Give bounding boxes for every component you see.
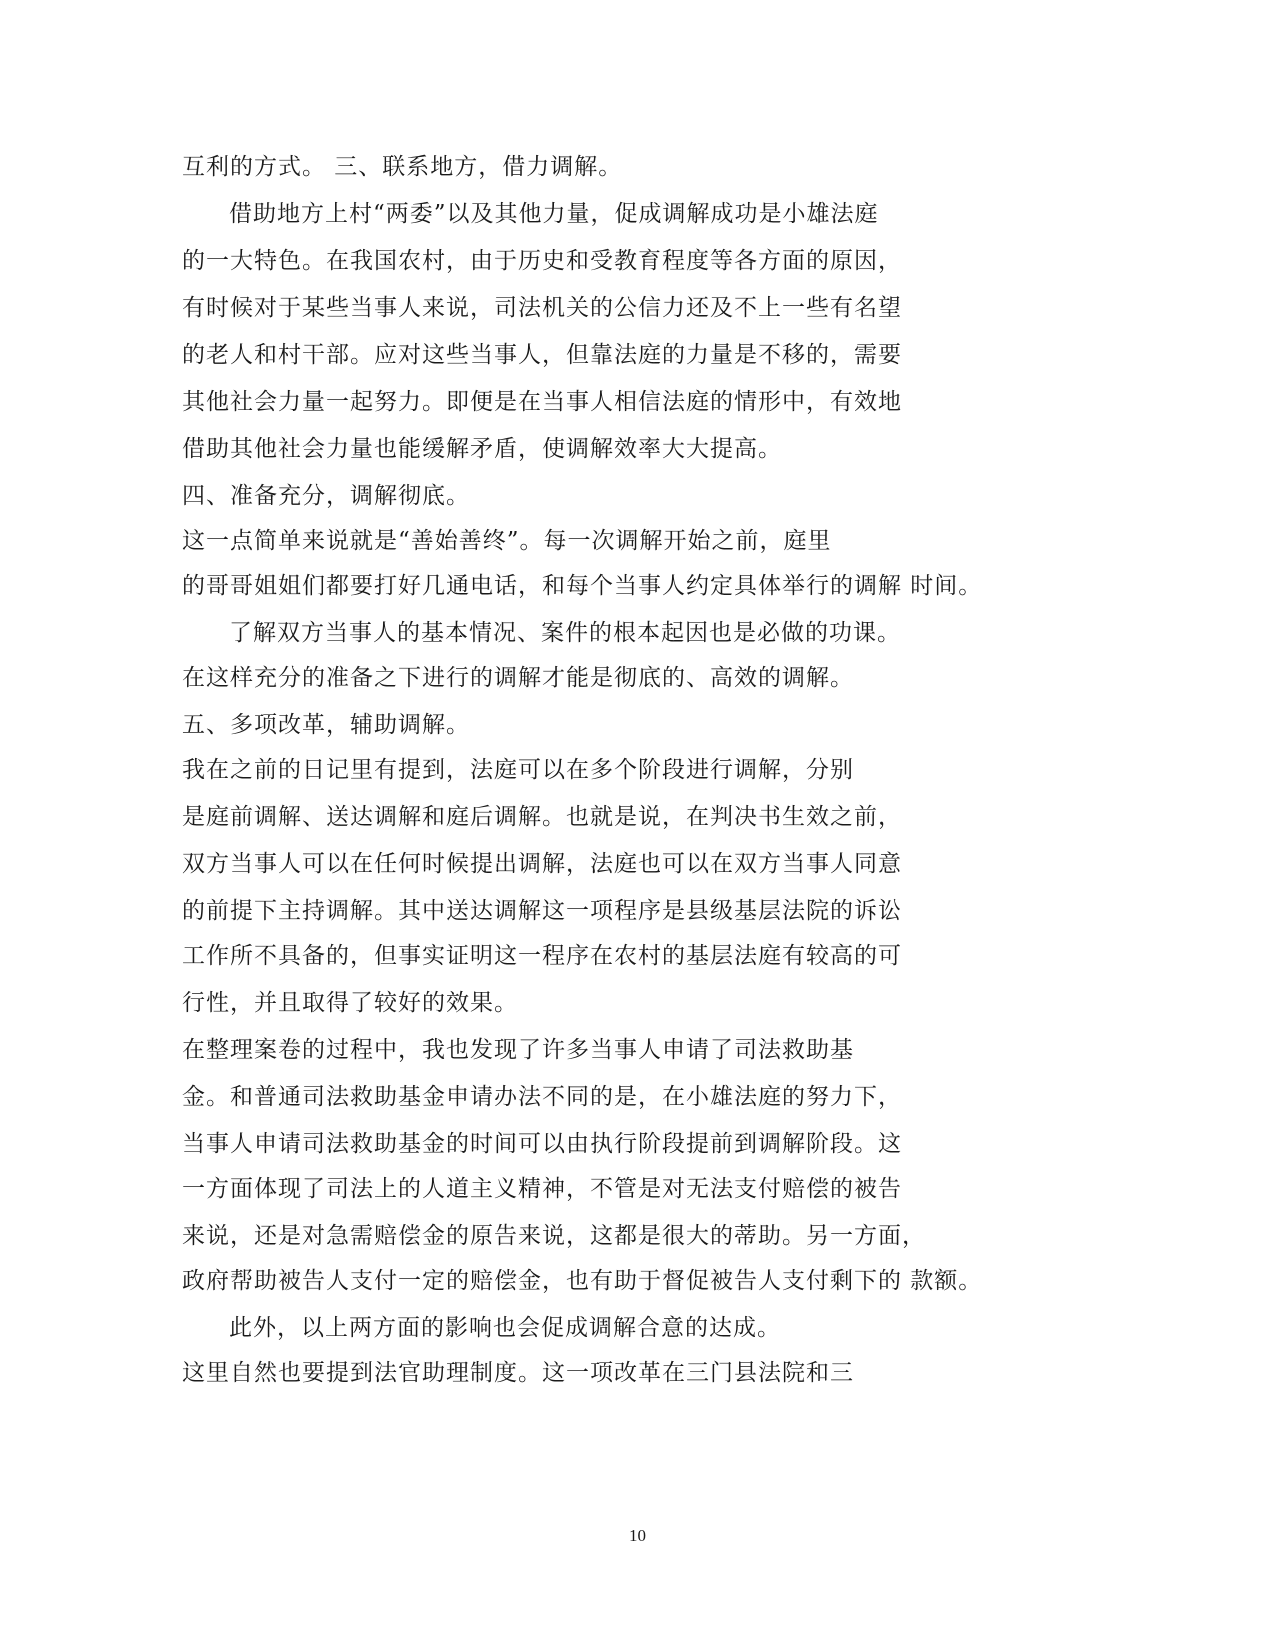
text-line-3: 的一大特色。在我国农村，由于历史和受教育程度等各方面的原因， <box>182 248 902 274</box>
text-line-7: 借助其他社会力量也能缓解矛盾，使调解效率大大提高。 <box>182 436 782 462</box>
text-line-27: 这里自然也要提到法官助理制度。这一项改革在三门县法院和三 <box>182 1360 854 1386</box>
text-line-1: 互利的方式。 三、联系地方，借力调解。 <box>182 154 623 180</box>
text-line-21: 金。和普通司法救助基金申请办法不同的是，在小雄法庭的努力下， <box>182 1084 902 1110</box>
text-line-13: 五、多项改革，辅助调解。 <box>182 712 470 738</box>
text-line-24: 来说，还是对急需赔偿金的原告来说，这都是很大的蒂助。另一方面， <box>182 1223 926 1249</box>
text-line-12: 在这样充分的准备之下进行的调解才能是彻底的、高效的调解。 <box>182 665 854 691</box>
page-number: 10 <box>629 1526 646 1545</box>
text-line-19: 行性，并且取得了较好的效果。 <box>182 990 518 1016</box>
text-line-25: 政府帮助被告人支付一定的赔偿金，也有助于督促被告人支付剩下的 款额。 <box>182 1268 983 1294</box>
text-line-9: 这一点简单来说就是“善始善终”。每一次调解开始之前，庭里 <box>182 528 832 554</box>
text-line-11: 了解双方当事人的基本情况、案件的根本起因也是必做的功课。 <box>229 620 901 646</box>
text-line-4: 有时候对于某些当事人来说，司法机关的公信力还及不上一些有名望 <box>182 295 902 321</box>
text-line-15: 是庭前调解、送达调解和庭后调解。也就是说，在判决书生效之前， <box>182 804 902 830</box>
text-line-14: 我在之前的日记里有提到，法庭可以在多个阶段进行调解，分别 <box>182 757 854 783</box>
text-line-2: 借助地方上村“两委”以及其他力量，促成调解成功是小雄法庭 <box>229 201 879 227</box>
text-line-18: 工作所不具备的，但事实证明这一程序在农村的基层法庭有较高的可 <box>182 943 902 969</box>
text-line-8: 四、准备充分，调解彻底。 <box>182 483 470 509</box>
text-line-17: 的前提下主持调解。其中送达调解这一项程序是县级基层法院的诉讼 <box>182 898 902 924</box>
text-line-5: 的老人和村干部。应对这些当事人，但靠法庭的力量是不移的，需要 <box>182 342 902 368</box>
text-line-20: 在整理案卷的过程中，我也发现了许多当事人申请了司法救助基 <box>182 1037 854 1063</box>
text-line-6: 其他社会力量一起努力。即便是在当事人相信法庭的情形中，有效地 <box>182 389 902 415</box>
text-line-26: 此外，以上两方面的影响也会促成调解合意的达成。 <box>229 1315 781 1341</box>
text-line-23: 一方面体现了司法上的人道主义精神，不管是对无法支付赔偿的被告 <box>182 1176 902 1202</box>
text-line-22: 当事人申请司法救助基金的时间可以由执行阶段提前到调解阶段。这 <box>182 1131 902 1157</box>
text-line-10: 的哥哥姐姐们都要打好几通电话，和每个当事人约定具体举行的调解 时间。 <box>182 573 983 599</box>
text-line-16: 双方当事人可以在任何时候提出调解，法庭也可以在双方当事人同意 <box>182 851 902 877</box>
